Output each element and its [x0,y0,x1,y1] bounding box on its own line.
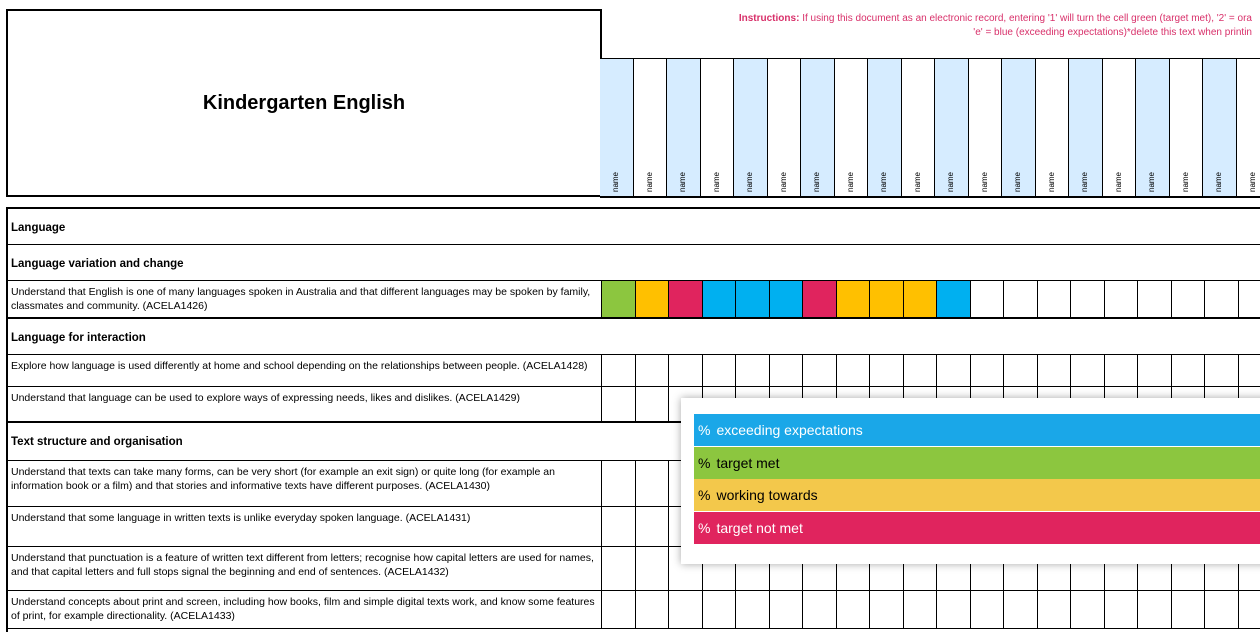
assessment-cell[interactable] [636,355,670,386]
student-name-label: name [712,172,721,192]
assessment-cell[interactable] [1071,355,1105,386]
student-name-column[interactable] [734,59,768,196]
student-name-label: name [1181,172,1190,192]
student-name-label: name [980,172,989,192]
assessment-cell[interactable] [971,591,1005,628]
student-name-label: name [1114,172,1123,192]
instructions-lead: Instructions: [739,13,800,24]
student-name-column[interactable] [835,59,869,196]
assessment-cell[interactable] [703,281,737,317]
student-name-label: name [1248,172,1257,192]
assessment-cell[interactable] [1004,355,1038,386]
instructions-line1: If using this document as an electronic record, entering '1' will turn the cell green (target met), '2' = ora [802,13,1252,24]
instructions-line2: 'e' = blue (exceeding expectations)*delete this text when printin [602,26,1252,40]
assessment-cell[interactable] [770,591,804,628]
assessment-cell[interactable] [971,281,1005,317]
assessment-cell[interactable] [736,281,770,317]
assessment-cell[interactable] [1205,591,1239,628]
student-name-column[interactable] [801,59,835,196]
assessment-cell[interactable] [1205,355,1239,386]
student-name-column[interactable] [1170,59,1204,196]
legend-item [694,512,1260,544]
student-name-column[interactable] [1036,59,1070,196]
assessment-cell[interactable] [602,507,636,546]
student-name-column[interactable] [868,59,902,196]
section-heading: Text structure and organisation [11,435,603,449]
assessment-cell[interactable] [602,591,636,628]
student-name-label: name [913,172,922,192]
legend-percent: % [698,422,710,438]
outcome-row [8,591,1260,629]
assessment-cell[interactable] [736,591,770,628]
assessment-cell[interactable] [1239,355,1260,386]
assessment-cell[interactable] [1071,591,1105,628]
assessment-cell[interactable] [602,387,636,421]
assessment-cell[interactable] [803,591,837,628]
assessment-cell[interactable] [636,461,670,506]
student-name-label: name [846,172,855,192]
assessment-cell[interactable] [937,281,971,317]
legend-label: working towards [716,487,817,503]
assessment-cell[interactable] [1138,281,1172,317]
assessment-cell[interactable] [770,281,804,317]
assessment-cell[interactable] [770,355,804,386]
assessment-cell[interactable] [1004,281,1038,317]
student-name-column[interactable] [1002,59,1036,196]
student-name-column[interactable] [1069,59,1103,196]
assessment-cell[interactable] [937,355,971,386]
outcome-row [8,281,1260,319]
outcome-text: Understand that some language in written texts is unlike everyday spoken language. (ACELA1431) [11,511,603,525]
assessment-cell[interactable] [803,355,837,386]
student-name-header [600,58,1260,198]
student-name-column[interactable] [1103,59,1137,196]
student-name-column[interactable] [1136,59,1170,196]
section-heading: Language for interaction [11,331,603,345]
section-heading-row [8,209,1260,245]
assessment-cell[interactable] [1004,591,1038,628]
student-name-column[interactable] [600,59,634,196]
outcome-text: Understand that English is one of many languages spoken in Australia and that different languages may be spoken by family, classmates and community. (ACELA1426) [11,285,603,313]
outcome-row [8,355,1260,387]
student-name-label: name [812,172,821,192]
assessment-cell[interactable] [1138,355,1172,386]
student-name-column[interactable] [902,59,936,196]
assessment-cell[interactable] [669,355,703,386]
student-name-label: name [779,172,788,192]
assessment-cell[interactable] [669,281,703,317]
assessment-cell[interactable] [904,591,938,628]
assessment-cell[interactable] [870,355,904,386]
student-name-label: name [879,172,888,192]
legend-percent: % [698,520,710,536]
student-name-label: name [1214,172,1223,192]
assessment-cell[interactable] [904,281,938,317]
assessment-cell[interactable] [636,281,670,317]
assessment-cell[interactable] [1172,591,1206,628]
section-heading: Language variation and change [11,257,603,271]
student-name-column[interactable] [634,59,668,196]
assessment-cell[interactable] [736,355,770,386]
assessment-cell[interactable] [1239,281,1260,317]
assessment-cell[interactable] [1172,281,1206,317]
student-name-label: name [745,172,754,192]
outcome-text: Understand concepts about print and screen, including how books, film and simple digital texts work, and know some features of print, for example directionality. (ACELA1433) [11,595,603,623]
assessment-cell[interactable] [602,547,636,590]
section-heading-row [8,245,1260,281]
assessment-cell[interactable] [669,591,703,628]
student-name-label: name [678,172,687,192]
student-name-column[interactable] [667,59,701,196]
page-title: Kindergarten English [203,92,405,115]
assessment-cell[interactable] [703,355,737,386]
assessment-cell[interactable] [1071,281,1105,317]
assessment-cell[interactable] [1205,281,1239,317]
legend-item [694,447,1260,479]
legend-label: target not met [716,520,802,536]
assessment-cell[interactable] [904,355,938,386]
student-name-column[interactable] [1203,59,1237,196]
assessment-cell[interactable] [1105,591,1139,628]
assessment-cell[interactable] [971,355,1005,386]
assessment-cell[interactable] [1105,281,1139,317]
outcome-text: Explore how language is used differently at home and school depending on the relationships between people. (ACELA1428) [11,359,603,373]
student-name-label: name [1147,172,1156,192]
assessment-cell[interactable] [1038,355,1072,386]
student-name-label: name [1080,172,1089,192]
instructions-text [602,12,1252,56]
assessment-cell[interactable] [837,355,871,386]
results-legend [681,398,1260,564]
assessment-cell[interactable] [1138,591,1172,628]
student-name-column[interactable] [969,59,1003,196]
assessment-cell[interactable] [602,461,636,506]
legend-percent: % [698,487,710,503]
assessment-cell[interactable] [636,507,670,546]
assessment-cell[interactable] [1038,591,1072,628]
student-name-label: name [645,172,654,192]
assessment-cell[interactable] [1105,355,1139,386]
assessment-cell[interactable] [636,547,670,590]
outcome-text: Understand that punctuation is a feature of written text different from letters; recognise how capital letters are used for names, and that capital letters and full stops signal the beginning and end of sentences. (ACELA1432) [11,551,603,579]
assessment-cell[interactable] [837,591,871,628]
student-name-label: name [946,172,955,192]
legend-label: target met [716,455,779,471]
student-name-label: name [1047,172,1056,192]
legend-label: exceeding expectations [716,422,862,438]
student-name-label: name [1013,172,1022,192]
assessment-cell[interactable] [636,387,670,421]
legend-item [694,414,1260,446]
assessment-cell[interactable] [602,281,636,317]
assessment-cell[interactable] [1172,355,1206,386]
section-heading-row [8,319,1260,355]
student-name-column[interactable] [701,59,735,196]
assessment-cell[interactable] [937,591,971,628]
student-name-column[interactable] [935,59,969,196]
assessment-cell[interactable] [870,281,904,317]
assessment-cell[interactable] [870,591,904,628]
outcome-text: Understand that language can be used to explore ways of expressing needs, likes and dislikes. (ACELA1429) [11,391,603,405]
assessment-cell[interactable] [1239,591,1260,628]
assessment-cell[interactable] [803,281,837,317]
section-heading: Language [11,221,603,235]
outcome-text: Understand that texts can take many forms, can be very short (for example an exit sign) or quite long (for example an information book or a film) and that stories and informative texts have different purposes. (ACELA1430) [11,465,603,493]
assessment-cell[interactable] [837,281,871,317]
legend-percent: % [698,455,710,471]
title-box [6,9,602,197]
legend-item [694,479,1260,511]
assessment-cell[interactable] [636,591,670,628]
assessment-cell[interactable] [703,591,737,628]
assessment-cell[interactable] [1038,281,1072,317]
student-name-column[interactable] [1237,59,1260,196]
student-name-column[interactable] [768,59,802,196]
assessment-cell[interactable] [602,355,636,386]
student-name-label: name [611,172,620,192]
